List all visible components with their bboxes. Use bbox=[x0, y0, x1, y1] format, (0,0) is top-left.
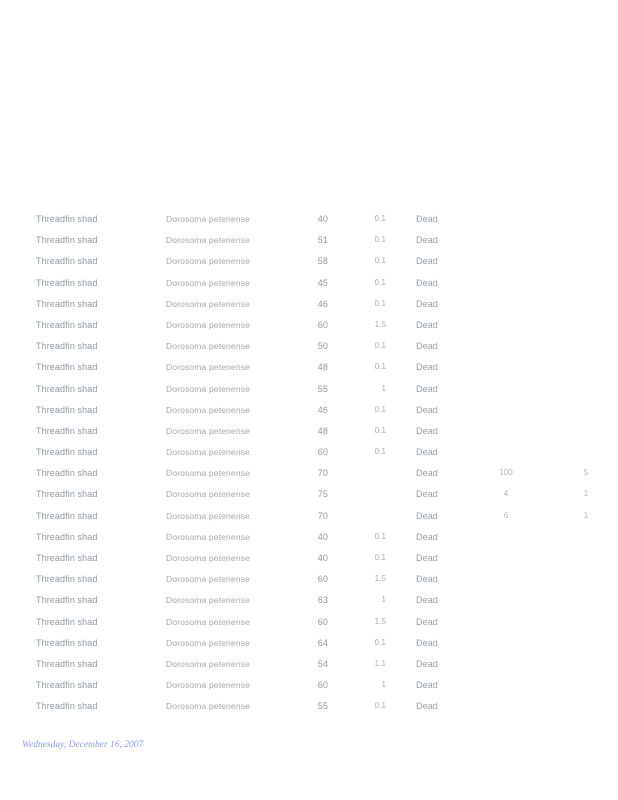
common-name-cell: Threadfin shad bbox=[36, 235, 98, 246]
common-name-cell: Threadfin shad bbox=[36, 319, 98, 330]
scientific-name-cell: Dorosoma petenense bbox=[166, 510, 250, 521]
scientific-name-cell: Dorosoma petenense bbox=[166, 383, 250, 394]
common-name-cell: Threadfin shad bbox=[36, 468, 98, 479]
weight-cell: 0.1 bbox=[374, 341, 386, 351]
length-cell: 63 bbox=[317, 595, 328, 606]
scientific-name-cell: Dorosoma petenense bbox=[166, 489, 250, 500]
length-cell: 75 bbox=[317, 489, 328, 500]
scientific-name-cell: Dorosoma petenense bbox=[166, 531, 250, 542]
status-cell: Dead bbox=[416, 319, 438, 330]
length-cell: 64 bbox=[317, 637, 328, 648]
length-cell: 58 bbox=[317, 256, 328, 267]
length-cell: 48 bbox=[317, 362, 328, 373]
weight-cell: 0.1 bbox=[374, 637, 386, 647]
length-cell: 50 bbox=[317, 341, 328, 352]
common-name-cell: Threadfin shad bbox=[36, 553, 98, 563]
weight-cell: 0.1 bbox=[374, 447, 386, 457]
table-row bbox=[0, 297, 618, 318]
common-name-cell: Threadfin shad bbox=[36, 510, 98, 521]
weight-cell: 1.1 bbox=[374, 658, 386, 668]
scientific-name-cell: Dorosoma petenense bbox=[166, 404, 250, 415]
scientific-name-cell: Dorosoma petenense bbox=[166, 256, 250, 267]
common-name-cell: Threadfin shad bbox=[36, 658, 98, 669]
status-cell: Dead bbox=[416, 404, 438, 415]
length-cell: 40 bbox=[317, 214, 328, 224]
scientific-name-cell: Dorosoma petenense bbox=[166, 235, 250, 246]
table-row bbox=[0, 445, 618, 466]
table-row bbox=[0, 509, 618, 530]
common-name-cell: Threadfin shad bbox=[36, 701, 98, 712]
weight-cell: 0.1 bbox=[374, 235, 386, 245]
length-cell: 46 bbox=[317, 298, 328, 309]
table-row bbox=[0, 615, 618, 636]
scientific-name-cell: Dorosoma petenense bbox=[166, 701, 250, 712]
weight-cell: 1 bbox=[381, 383, 386, 393]
status-cell: Dead bbox=[416, 447, 438, 458]
status-cell: Dead bbox=[416, 637, 438, 648]
weight-cell: 0.1 bbox=[374, 362, 386, 372]
table-row bbox=[0, 382, 618, 403]
status-cell: Dead bbox=[416, 235, 438, 246]
footer-date: Wednesday, December 16, 2007 bbox=[22, 740, 144, 750]
status-cell: Dead bbox=[416, 680, 438, 691]
scientific-name-cell: Dorosoma petenense bbox=[166, 341, 250, 352]
length-cell: 51 bbox=[317, 235, 328, 246]
length-cell: 60 bbox=[317, 574, 328, 585]
table-row bbox=[0, 360, 618, 381]
length-cell: 60 bbox=[317, 319, 328, 330]
table-row bbox=[0, 572, 618, 593]
table-row bbox=[0, 657, 618, 678]
status-cell: Dead bbox=[416, 574, 438, 585]
status-cell: Dead bbox=[416, 658, 438, 669]
scientific-name-cell: Dorosoma petenense bbox=[166, 214, 250, 224]
scientific-name-cell: Dorosoma petenense bbox=[166, 680, 250, 691]
table-row bbox=[0, 318, 618, 339]
scientific-name-cell: Dorosoma petenense bbox=[166, 658, 250, 669]
common-name-cell: Threadfin shad bbox=[36, 298, 98, 309]
length-cell: 40 bbox=[317, 531, 328, 542]
scientific-name-cell: Dorosoma petenense bbox=[166, 277, 250, 288]
length-cell: 54 bbox=[317, 658, 328, 669]
scientific-name-cell: Dorosoma petenense bbox=[166, 298, 250, 309]
common-name-cell: Threadfin shad bbox=[36, 489, 98, 500]
table-row bbox=[0, 530, 618, 551]
common-name-cell: Threadfin shad bbox=[36, 214, 98, 224]
common-name-cell: Threadfin shad bbox=[36, 637, 98, 648]
status-cell: Dead bbox=[416, 510, 438, 521]
table-row bbox=[0, 254, 618, 275]
count-cell: 4 bbox=[503, 489, 509, 499]
length-cell: 55 bbox=[317, 383, 328, 394]
common-name-cell: Threadfin shad bbox=[36, 256, 98, 267]
length-cell: 48 bbox=[317, 425, 328, 436]
weight-cell: 0.1 bbox=[374, 553, 386, 562]
table-row bbox=[0, 212, 618, 233]
scientific-name-cell: Dorosoma petenense bbox=[166, 637, 250, 648]
weight-cell: 0.1 bbox=[374, 425, 386, 435]
weight-cell: 0.1 bbox=[374, 256, 386, 266]
length-cell: 70 bbox=[317, 510, 328, 521]
scientific-name-cell: Dorosoma petenense bbox=[166, 595, 250, 606]
status-cell: Dead bbox=[416, 531, 438, 542]
status-cell: Dead bbox=[416, 298, 438, 309]
status-cell: Dead bbox=[416, 383, 438, 394]
length-cell: 40 bbox=[317, 553, 328, 563]
scientific-name-cell: Dorosoma petenense bbox=[166, 468, 250, 479]
table-row bbox=[0, 636, 618, 657]
table-row bbox=[0, 403, 618, 424]
count-cell-secondary: 1 bbox=[583, 510, 589, 520]
weight-cell: 0.1 bbox=[374, 404, 386, 414]
common-name-cell: Threadfin shad bbox=[36, 383, 98, 394]
common-name-cell: Threadfin shad bbox=[36, 616, 98, 627]
common-name-cell: Threadfin shad bbox=[36, 531, 98, 542]
common-name-cell: Threadfin shad bbox=[36, 277, 98, 288]
length-cell: 60 bbox=[317, 680, 328, 691]
table-row bbox=[0, 593, 618, 614]
status-cell: Dead bbox=[416, 256, 438, 267]
status-cell: Dead bbox=[416, 553, 438, 563]
length-cell: 60 bbox=[317, 616, 328, 627]
fish-data-table bbox=[0, 212, 618, 721]
common-name-cell: Threadfin shad bbox=[36, 341, 98, 352]
status-cell: Dead bbox=[416, 277, 438, 288]
scientific-name-cell: Dorosoma petenense bbox=[166, 447, 250, 458]
length-cell: 70 bbox=[317, 468, 328, 479]
count-cell: 6 bbox=[503, 510, 509, 520]
count-cell-secondary: 5 bbox=[583, 468, 589, 478]
scientific-name-cell: Dorosoma petenense bbox=[166, 616, 250, 627]
status-cell: Dead bbox=[416, 341, 438, 352]
weight-cell: 0.1 bbox=[374, 531, 386, 541]
table-row bbox=[0, 699, 618, 720]
length-cell: 46 bbox=[317, 404, 328, 415]
status-cell: Dead bbox=[416, 489, 438, 500]
weight-cell: 1.5 bbox=[374, 616, 386, 626]
count-cell: 100 bbox=[499, 468, 513, 478]
common-name-cell: Threadfin shad bbox=[36, 680, 98, 691]
status-cell: Dead bbox=[416, 595, 438, 606]
table-row bbox=[0, 466, 618, 487]
status-cell: Dead bbox=[416, 362, 438, 373]
status-cell: Dead bbox=[416, 425, 438, 436]
weight-cell: 1.5 bbox=[374, 574, 386, 584]
status-cell: Dead bbox=[416, 214, 438, 224]
table-row bbox=[0, 487, 618, 508]
table-row bbox=[0, 551, 618, 572]
weight-cell: 1 bbox=[381, 680, 386, 690]
weight-cell: 0.1 bbox=[374, 214, 386, 223]
weight-cell: 0.1 bbox=[374, 298, 386, 308]
weight-cell: 0.1 bbox=[374, 277, 386, 287]
table-row bbox=[0, 276, 618, 297]
weight-cell: 1 bbox=[381, 595, 386, 605]
status-cell: Dead bbox=[416, 468, 438, 479]
table-row bbox=[0, 339, 618, 360]
scientific-name-cell: Dorosoma petenense bbox=[166, 362, 250, 373]
scientific-name-cell: Dorosoma petenense bbox=[166, 553, 250, 563]
status-cell: Dead bbox=[416, 701, 438, 712]
common-name-cell: Threadfin shad bbox=[36, 362, 98, 373]
table-row bbox=[0, 424, 618, 445]
count-cell-secondary: 1 bbox=[583, 489, 589, 499]
common-name-cell: Threadfin shad bbox=[36, 404, 98, 415]
status-cell: Dead bbox=[416, 616, 438, 627]
common-name-cell: Threadfin shad bbox=[36, 574, 98, 585]
table-row bbox=[0, 233, 618, 254]
common-name-cell: Threadfin shad bbox=[36, 425, 98, 436]
common-name-cell: Threadfin shad bbox=[36, 447, 98, 458]
scientific-name-cell: Dorosoma petenense bbox=[166, 425, 250, 436]
length-cell: 55 bbox=[317, 701, 328, 712]
table-row bbox=[0, 678, 618, 699]
length-cell: 60 bbox=[317, 447, 328, 458]
scientific-name-cell: Dorosoma petenense bbox=[166, 319, 250, 330]
weight-cell: 0.1 bbox=[374, 701, 386, 711]
scientific-name-cell: Dorosoma petenense bbox=[166, 574, 250, 585]
common-name-cell: Threadfin shad bbox=[36, 595, 98, 606]
length-cell: 45 bbox=[317, 277, 328, 288]
weight-cell: 1.5 bbox=[374, 319, 386, 329]
